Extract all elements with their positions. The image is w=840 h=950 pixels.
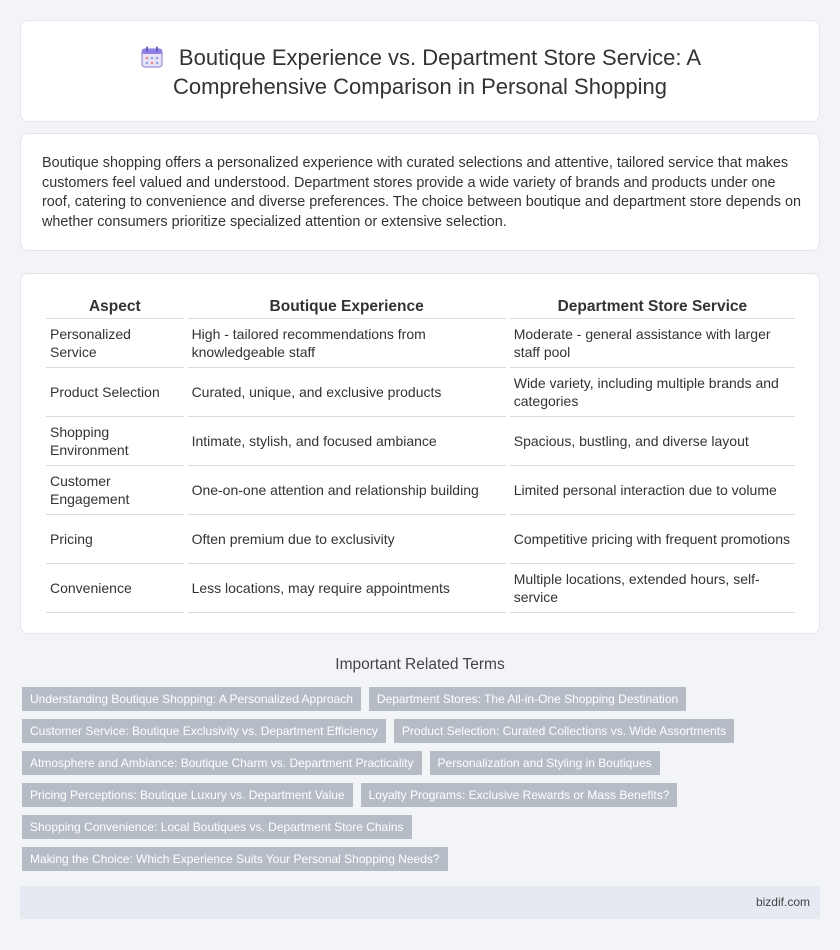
cell-boutique: Often premium due to exclusivity — [188, 515, 506, 564]
footer — [20, 886, 820, 919]
header-aspect: Aspect — [46, 296, 184, 319]
title-card — [20, 20, 820, 122]
table-header-row — [46, 296, 795, 319]
cell-boutique: High - tailored recommendations from knowledgeable staff — [188, 319, 506, 368]
cell-aspect: Product Selection — [46, 368, 184, 417]
cell-aspect: Pricing — [46, 515, 184, 564]
related-terms-title: Important Related Terms — [335, 656, 505, 673]
related-term-link[interactable]: Pricing Perceptions: Boutique Luxury vs. Department Value — [22, 783, 353, 807]
title-line-1: Boutique Experience vs. Department Store Service: A — [178, 45, 702, 70]
related-terms-list — [22, 687, 782, 879]
cell-department: Multiple locations, extended hours, self-service — [510, 564, 795, 613]
related-term-link[interactable]: Customer Service: Boutique Exclusivity vs. Department Efficiency — [22, 719, 386, 743]
table-row — [46, 417, 795, 466]
cell-boutique: One-on-one attention and relationship building — [188, 466, 506, 515]
comparison-table-card — [20, 273, 820, 634]
related-term-link[interactable]: Loyalty Programs: Exclusive Rewards or Mass Benefits? — [361, 783, 678, 807]
page-title — [21, 43, 819, 101]
cell-boutique: Less locations, may require appointments — [188, 564, 506, 613]
intro-paragraph: Boutique shopping offers a personalized experience with curated selections and attentive, tailored service that makes customers feel valued and understood. Department stores provide a wide variety of brands and products under one roof, catering to convenience and diverse preferences. The choice between boutique and department store depends on whether consumers prioritize specialized attention or extensive selection. — [42, 155, 801, 230]
title-line-2: Comprehensive Comparison in Personal Shopping — [172, 74, 668, 99]
related-term-link[interactable]: Making the Choice: Which Experience Suits Your Personal Shopping Needs? — [22, 847, 448, 871]
cell-boutique: Curated, unique, and exclusive products — [188, 368, 506, 417]
header-boutique: Boutique Experience — [188, 296, 506, 319]
calendar-icon — [139, 45, 165, 69]
cell-boutique: Intimate, stylish, and focused ambiance — [188, 417, 506, 466]
cell-department: Moderate - general assistance with larger staff pool — [510, 319, 795, 368]
comparison-table — [42, 296, 799, 613]
related-term-link[interactable]: Atmosphere and Ambiance: Boutique Charm vs. Department Practicality — [22, 751, 422, 775]
table-row — [46, 564, 795, 613]
cell-department: Spacious, bustling, and diverse layout — [510, 417, 795, 466]
related-term-link[interactable]: Personalization and Styling in Boutiques — [430, 751, 660, 775]
cell-aspect: Convenience — [46, 564, 184, 613]
related-term-link[interactable]: Understanding Boutique Shopping: A Personalized Approach — [22, 687, 361, 711]
table-row — [46, 368, 795, 417]
table-row — [46, 515, 795, 564]
related-term-link[interactable]: Product Selection: Curated Collections vs. Wide Assortments — [394, 719, 734, 743]
cell-department: Competitive pricing with frequent promotions — [510, 515, 795, 564]
table-row — [46, 466, 795, 515]
cell-department: Wide variety, including multiple brands and categories — [510, 368, 795, 417]
footer-site-link[interactable]: bizdif.com — [755, 895, 810, 909]
related-term-link[interactable]: Department Stores: The All-in-One Shopping Destination — [369, 687, 686, 711]
table-row — [46, 319, 795, 368]
cell-aspect: Shopping Environment — [46, 417, 184, 466]
cell-aspect: Customer Engagement — [46, 466, 184, 515]
cell-aspect: Personalized Service — [46, 319, 184, 368]
header-department: Department Store Service — [510, 296, 795, 319]
intro-card — [20, 133, 820, 251]
cell-department: Limited personal interaction due to volume — [510, 466, 795, 515]
related-term-link[interactable]: Shopping Convenience: Local Boutiques vs. Department Store Chains — [22, 815, 412, 839]
